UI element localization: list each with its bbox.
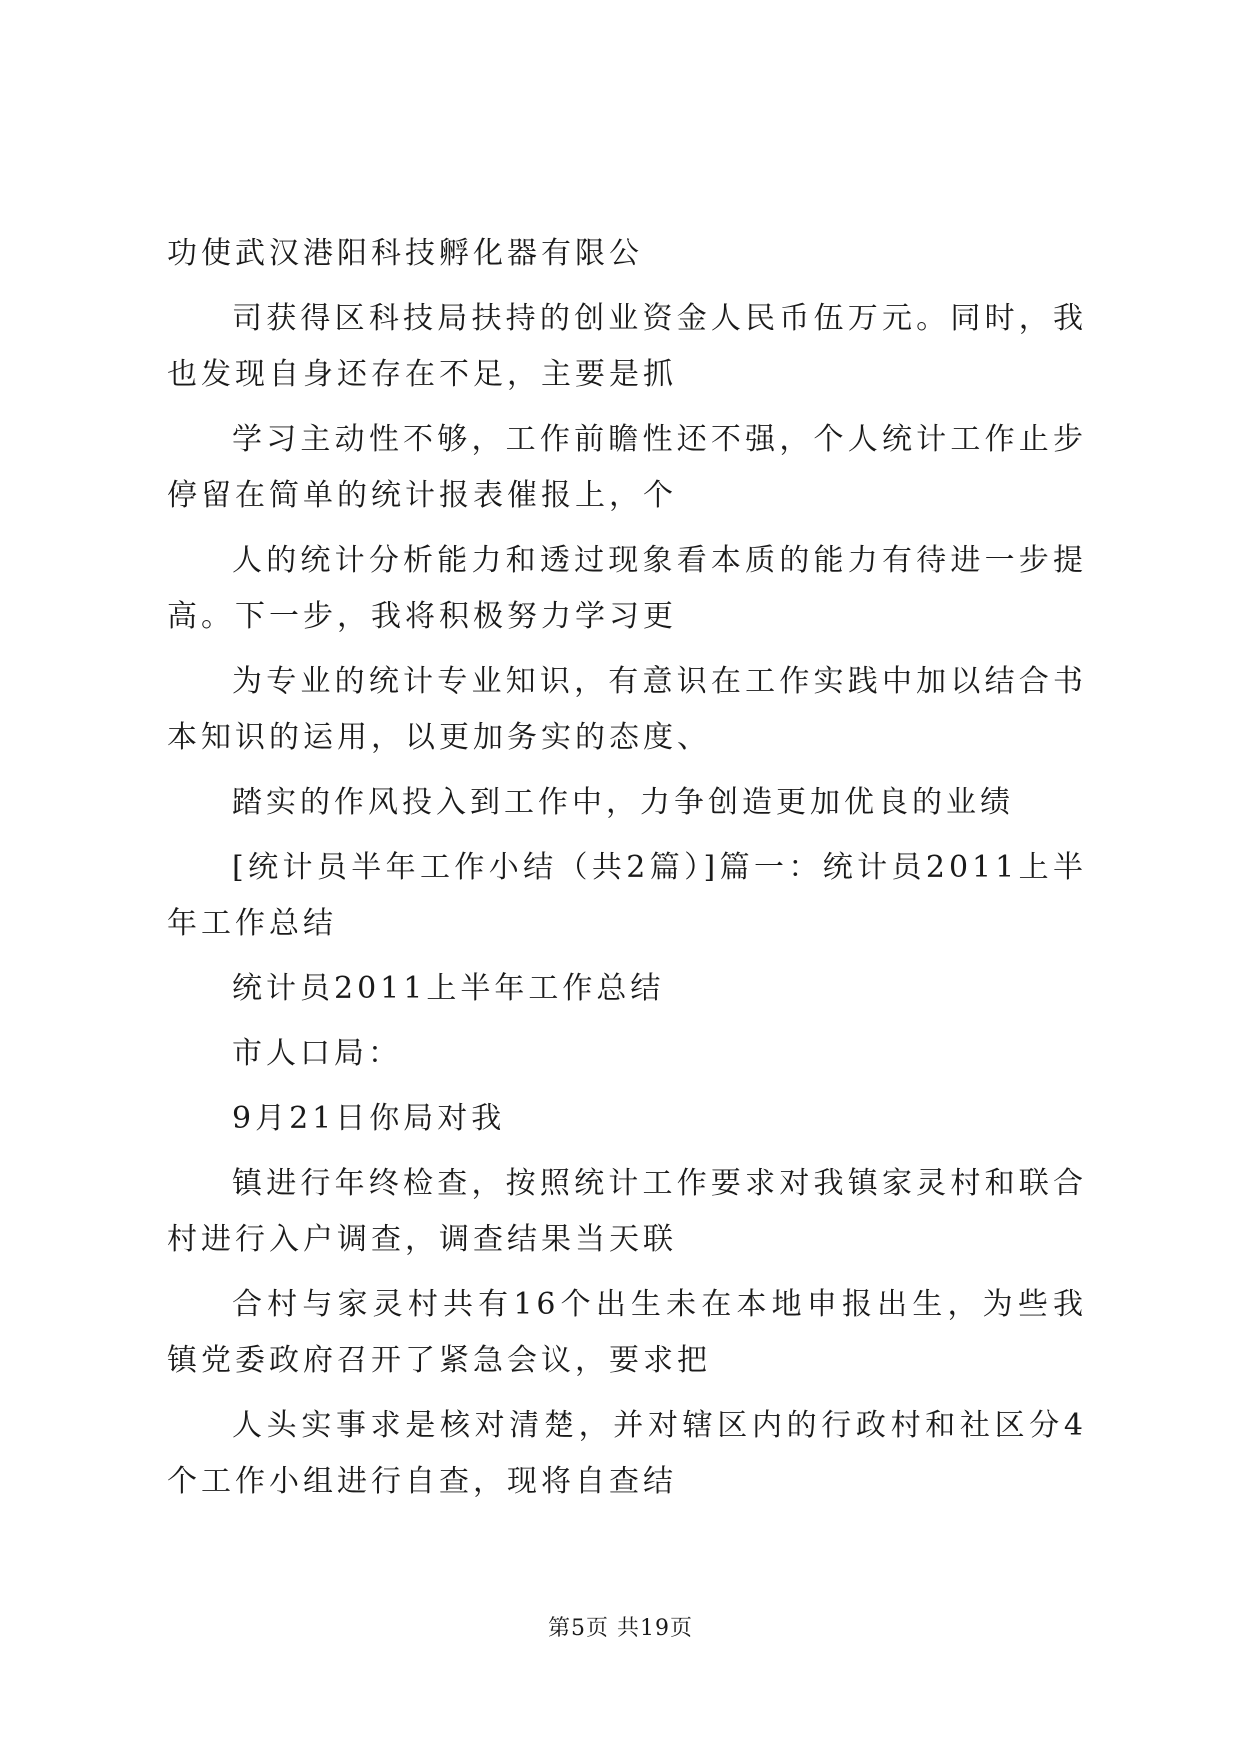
paragraph-7: [统计员半年工作小结（共2篇）]篇一：统计员2011上半年工作总结	[167, 850, 1087, 941]
paragraph-13: 人头实事求是核对清楚，并对辖区内的行政村和社区分4个工作小组进行自查，现将自查结	[167, 1408, 1087, 1499]
paragraph-1: 功使武汉港阳科技孵化器有限公	[167, 236, 643, 271]
page-number-footer: 第5页 共19页	[548, 1616, 693, 1641]
paragraph-2: 司获得区科技局扶持的创业资金人民币伍万元。同时，我也发现自身还存在不足，主要是抓	[167, 301, 1087, 392]
paragraph-12: 合村与家灵村共有16个出生未在本地申报出生，为些我镇党委政府召开了紧急会议，要求把	[167, 1287, 1087, 1378]
paragraph-6: 踏实的作风投入到工作中，力争创造更加优良的业绩	[232, 785, 1014, 820]
paragraph-10: 9月21日你局对我	[232, 1101, 506, 1136]
paragraph-8: 统计员2011上半年工作总结	[232, 971, 665, 1006]
document-body	[167, 226, 1087, 1519]
paragraph-9: 市人口局：	[232, 1036, 402, 1071]
paragraph-5: 为专业的统计专业知识，有意识在工作实践中加以结合书本知识的运用，以更加务实的态度、	[167, 664, 1087, 755]
paragraph-4: 人的统计分析能力和透过现象看本质的能力有待进一步提高。下一步，我将积极努力学习更	[167, 543, 1087, 634]
paragraph-11: 镇进行年终检查，按照统计工作要求对我镇家灵村和联合村进行入户调查，调查结果当天联	[167, 1166, 1087, 1257]
paragraph-3: 学习主动性不够，工作前瞻性还不强，个人统计工作止步停留在简单的统计报表催报上，个	[167, 422, 1087, 513]
